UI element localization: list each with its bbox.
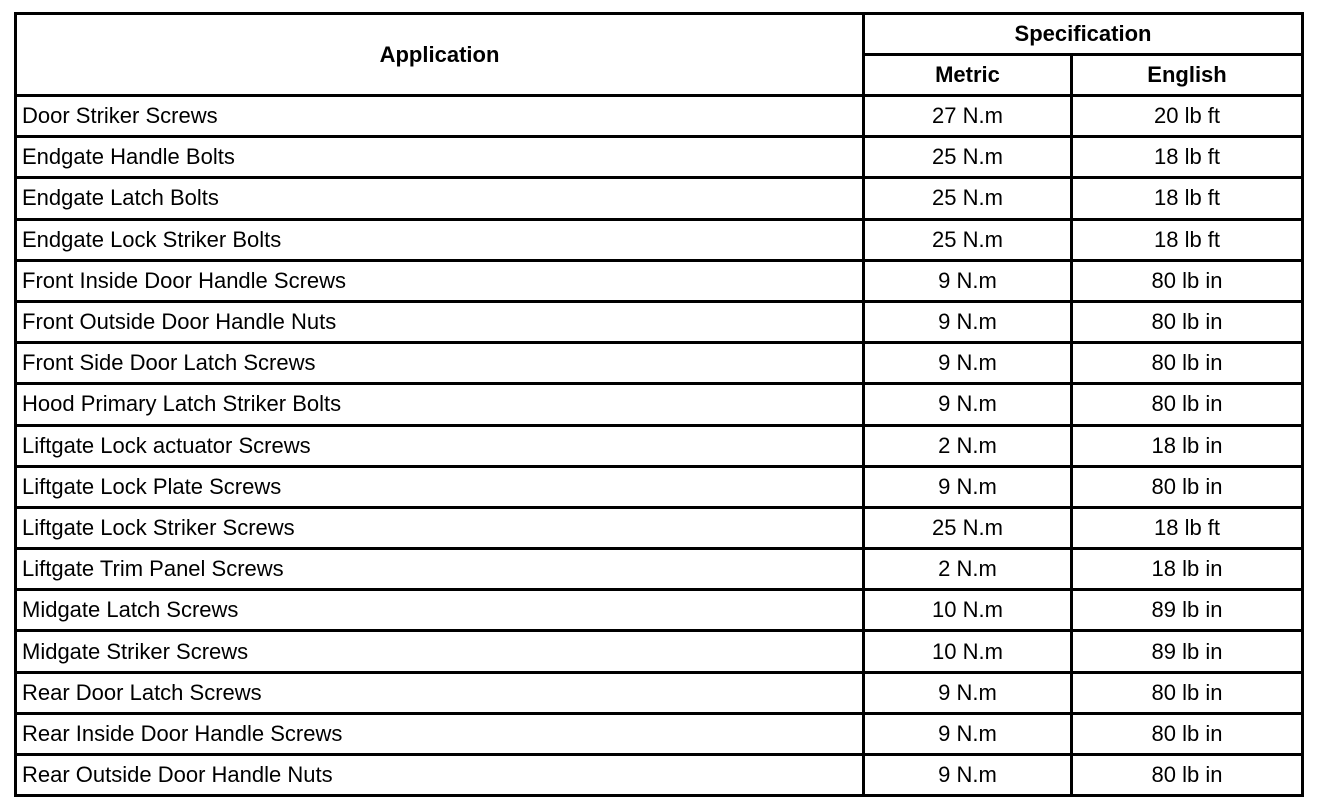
cell-english: 80 lb in bbox=[1072, 672, 1303, 713]
cell-application: Endgate Handle Bolts bbox=[16, 137, 864, 178]
cell-application: Front Inside Door Handle Screws bbox=[16, 260, 864, 301]
table-row bbox=[16, 466, 1303, 507]
table-row bbox=[16, 549, 1303, 590]
header-row-top bbox=[16, 14, 1303, 55]
cell-english: 18 lb ft bbox=[1072, 137, 1303, 178]
table-row bbox=[16, 384, 1303, 425]
cell-application: Midgate Latch Screws bbox=[16, 590, 864, 631]
table-row bbox=[16, 343, 1303, 384]
cell-metric: 9 N.m bbox=[864, 343, 1072, 384]
cell-english: 80 lb in bbox=[1072, 343, 1303, 384]
cell-application: Liftgate Lock actuator Screws bbox=[16, 425, 864, 466]
column-header-specification: Specification bbox=[864, 14, 1303, 55]
table-row bbox=[16, 260, 1303, 301]
cell-english: 80 lb in bbox=[1072, 260, 1303, 301]
cell-english: 18 lb ft bbox=[1072, 507, 1303, 548]
cell-application: Hood Primary Latch Striker Bolts bbox=[16, 384, 864, 425]
cell-application: Liftgate Lock Striker Screws bbox=[16, 507, 864, 548]
cell-metric: 2 N.m bbox=[864, 549, 1072, 590]
cell-english: 18 lb in bbox=[1072, 549, 1303, 590]
cell-application: Endgate Lock Striker Bolts bbox=[16, 219, 864, 260]
cell-metric: 9 N.m bbox=[864, 466, 1072, 507]
cell-metric: 25 N.m bbox=[864, 178, 1072, 219]
cell-metric: 9 N.m bbox=[864, 755, 1072, 796]
table-row bbox=[16, 219, 1303, 260]
cell-metric: 27 N.m bbox=[864, 96, 1072, 137]
table-row bbox=[16, 301, 1303, 342]
table-row bbox=[16, 137, 1303, 178]
cell-english: 89 lb in bbox=[1072, 590, 1303, 631]
cell-application: Liftgate Lock Plate Screws bbox=[16, 466, 864, 507]
table-row bbox=[16, 507, 1303, 548]
cell-metric: 10 N.m bbox=[864, 631, 1072, 672]
table-header bbox=[16, 14, 1303, 96]
cell-metric: 25 N.m bbox=[864, 219, 1072, 260]
cell-english: 20 lb ft bbox=[1072, 96, 1303, 137]
cell-application: Liftgate Trim Panel Screws bbox=[16, 549, 864, 590]
cell-application: Front Side Door Latch Screws bbox=[16, 343, 864, 384]
table-body bbox=[16, 96, 1303, 796]
table-row bbox=[16, 631, 1303, 672]
cell-english: 80 lb in bbox=[1072, 301, 1303, 342]
cell-english: 80 lb in bbox=[1072, 755, 1303, 796]
cell-metric: 9 N.m bbox=[864, 301, 1072, 342]
table-row bbox=[16, 713, 1303, 754]
cell-metric: 25 N.m bbox=[864, 137, 1072, 178]
cell-application: Door Striker Screws bbox=[16, 96, 864, 137]
cell-english: 18 lb ft bbox=[1072, 219, 1303, 260]
cell-application: Midgate Striker Screws bbox=[16, 631, 864, 672]
column-header-english: English bbox=[1072, 55, 1303, 96]
cell-application: Rear Door Latch Screws bbox=[16, 672, 864, 713]
cell-application: Front Outside Door Handle Nuts bbox=[16, 301, 864, 342]
fastener-tightening-specifications-table bbox=[14, 12, 1304, 797]
column-header-application: Application bbox=[16, 14, 864, 96]
cell-metric: 9 N.m bbox=[864, 713, 1072, 754]
column-header-metric: Metric bbox=[864, 55, 1072, 96]
cell-metric: 9 N.m bbox=[864, 260, 1072, 301]
table-row bbox=[16, 590, 1303, 631]
table-row bbox=[16, 178, 1303, 219]
cell-english: 18 lb in bbox=[1072, 425, 1303, 466]
cell-metric: 9 N.m bbox=[864, 384, 1072, 425]
cell-english: 80 lb in bbox=[1072, 384, 1303, 425]
cell-english: 89 lb in bbox=[1072, 631, 1303, 672]
table-row bbox=[16, 425, 1303, 466]
cell-english: 80 lb in bbox=[1072, 713, 1303, 754]
cell-metric: 10 N.m bbox=[864, 590, 1072, 631]
cell-metric: 2 N.m bbox=[864, 425, 1072, 466]
cell-application: Rear Outside Door Handle Nuts bbox=[16, 755, 864, 796]
cell-english: 80 lb in bbox=[1072, 466, 1303, 507]
table-row bbox=[16, 755, 1303, 796]
table-row bbox=[16, 672, 1303, 713]
cell-english: 18 lb ft bbox=[1072, 178, 1303, 219]
cell-application: Endgate Latch Bolts bbox=[16, 178, 864, 219]
cell-metric: 25 N.m bbox=[864, 507, 1072, 548]
cell-metric: 9 N.m bbox=[864, 672, 1072, 713]
cell-application: Rear Inside Door Handle Screws bbox=[16, 713, 864, 754]
table-row bbox=[16, 96, 1303, 137]
